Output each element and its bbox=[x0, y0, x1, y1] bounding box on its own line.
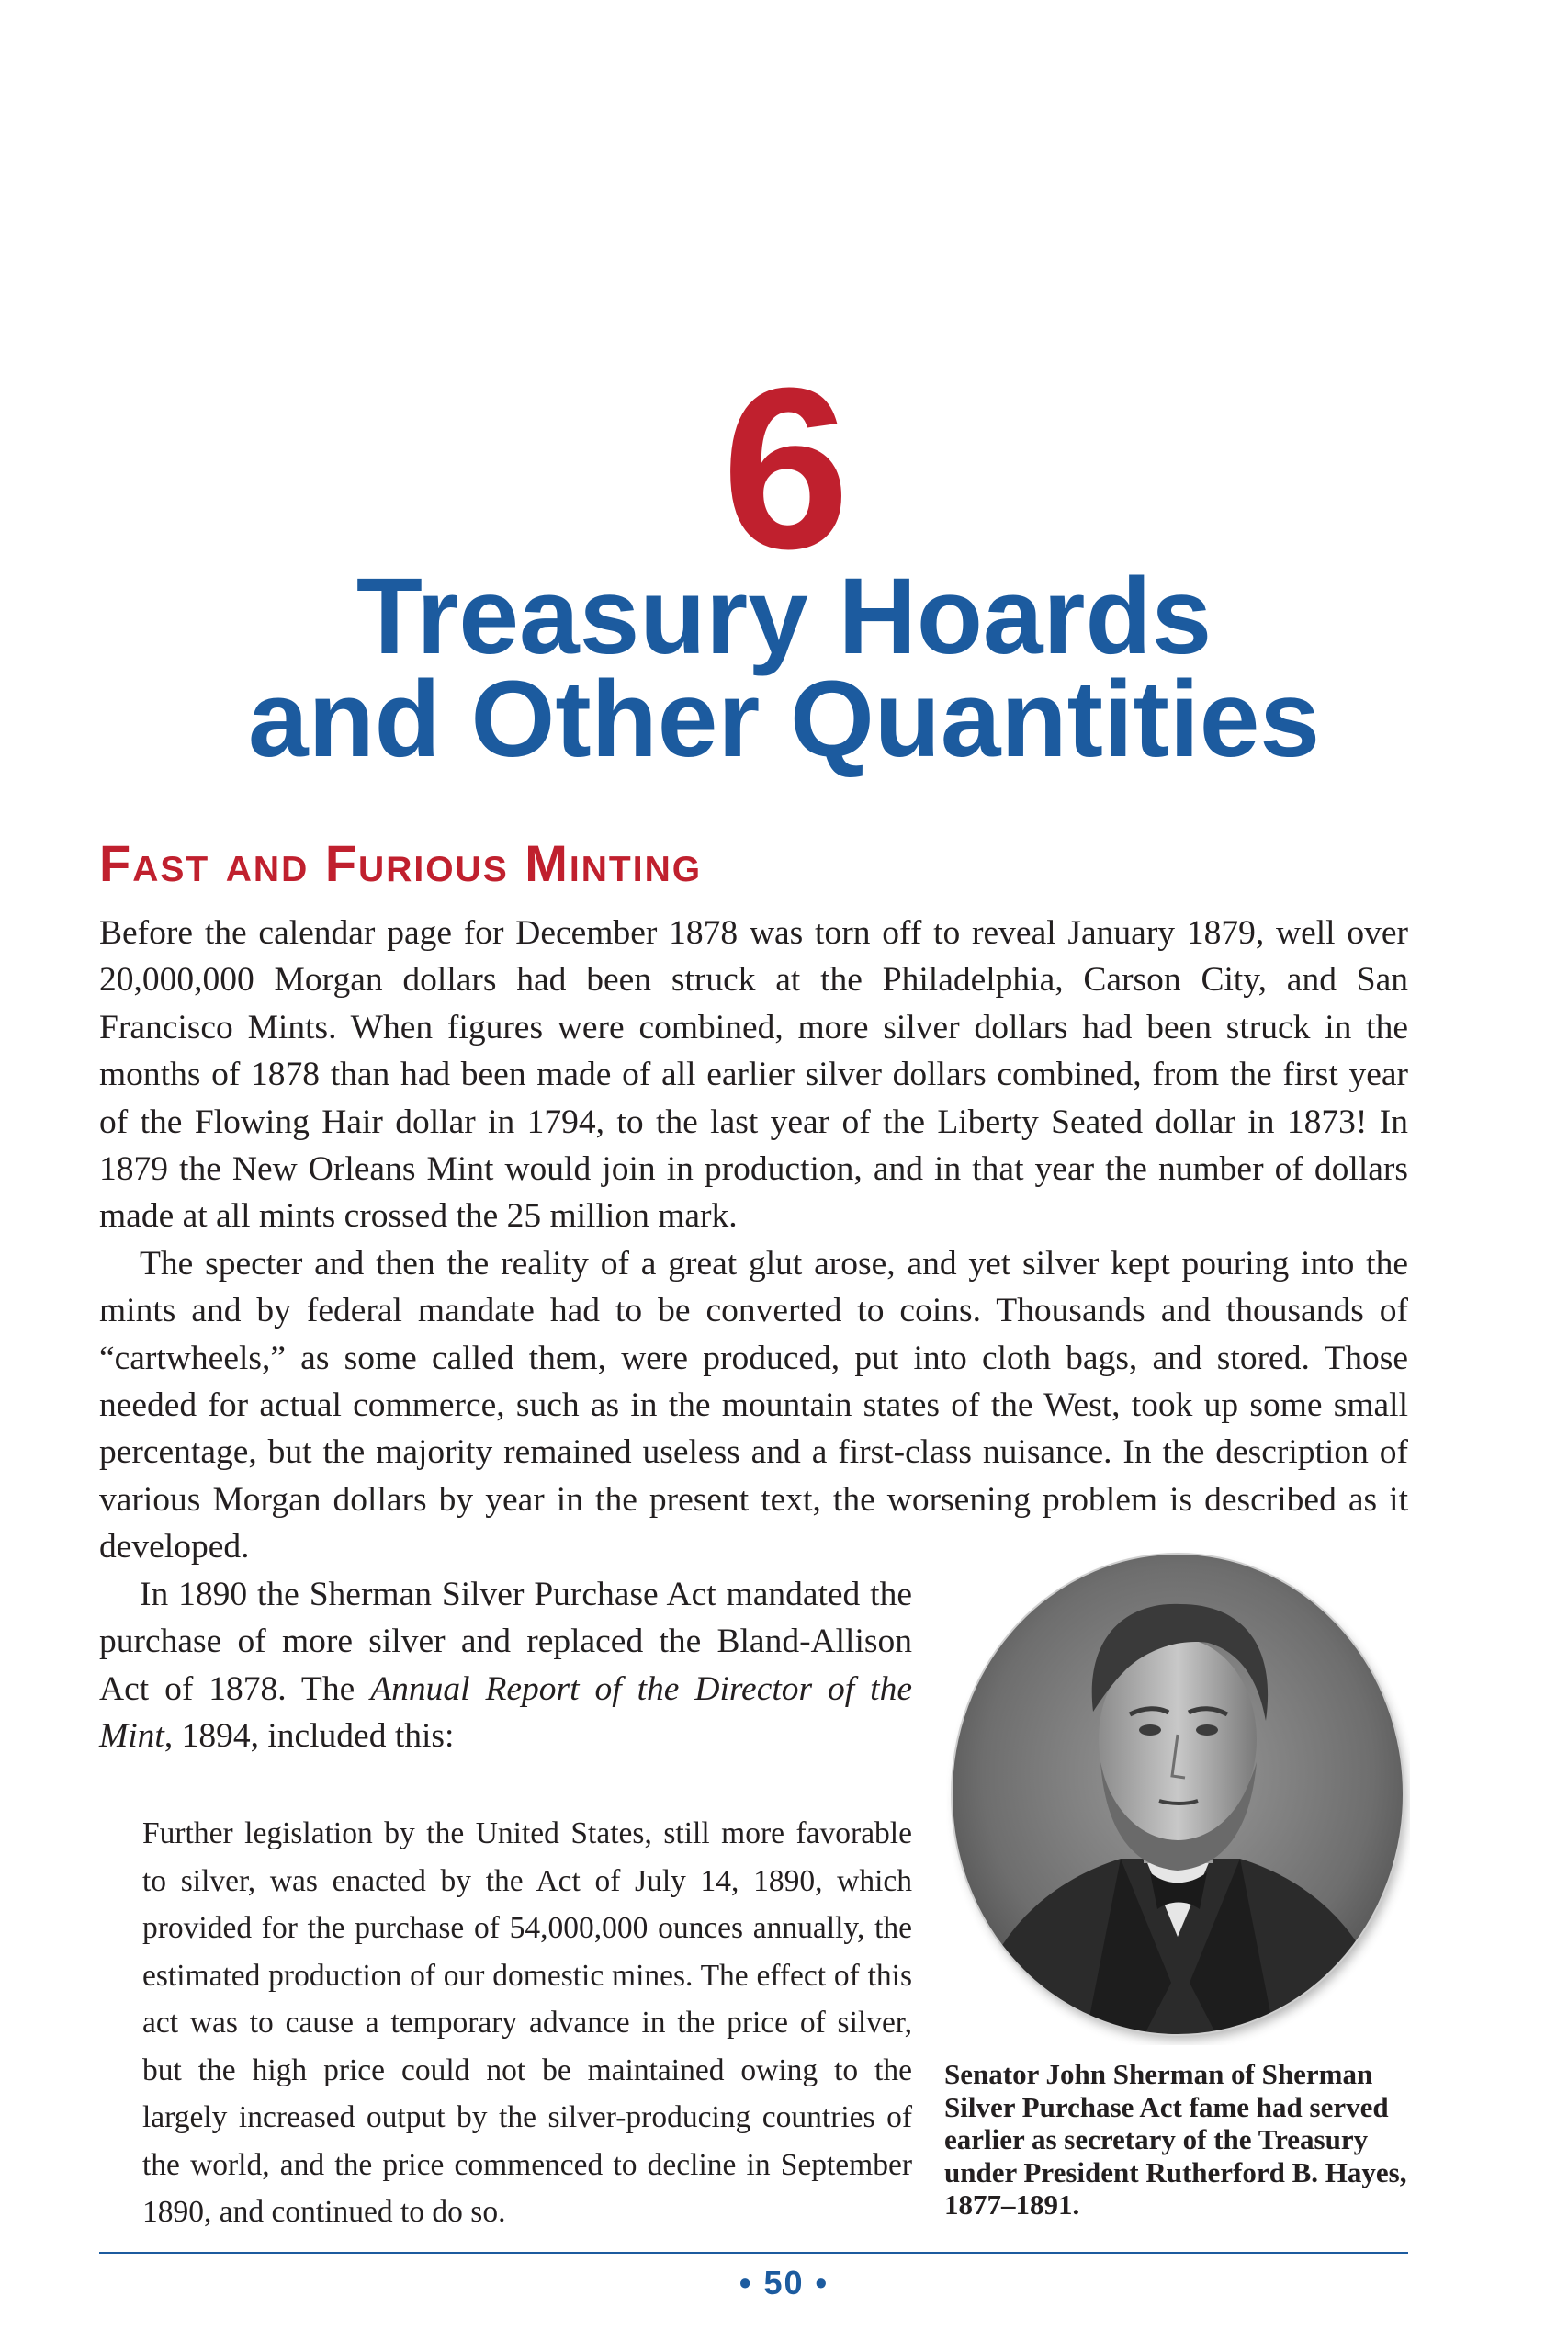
paragraph-3-text bbox=[99, 1571, 912, 1760]
footer-rule bbox=[99, 2252, 1408, 2254]
block-quote bbox=[142, 1810, 912, 2236]
paragraph-3-start: In 1890 the Sherman Silver Purchase Act mandated the purchase of more silver and replaced the Bland-Allison Act of 1878. The bbox=[99, 1576, 912, 1708]
paragraph-3 bbox=[99, 1571, 912, 1760]
chapter-number: 6 bbox=[721, 340, 847, 596]
portrait-caption: Senator John Sherman of Sherman Silver Purchase Act fame had served earlier as secretary of the Treasury under President Rutherford B. Hayes, 1877–1891. bbox=[944, 2058, 1407, 2221]
annual-report-title: Annual Report of the Director of the Mint bbox=[99, 1669, 912, 1756]
page-number: • 50 • bbox=[739, 2264, 829, 2301]
portrait-image bbox=[946, 1551, 1410, 2045]
block-quote-text: Further legislation by the United States, still more favorable to silver, was enacted by the Act of July 14, 1890, which provided for the purchase of 54,000,000 ounces annually, the estimated production of our domestic mines. The effect of this act was to cause a temporary advance in the price of silver, but the high price could not be maintained owing to the largely increased output by the silver-producing countries of the world, and the price commenced to decline in September 1890, and continued to do so. bbox=[142, 1816, 912, 2229]
paragraph-2: The specter and then the reality of a great glut arose, and yet silver kept pouring into the mints and by federal mandate had to be converted to coins. Thousands and thousands of “cartwheels,” as some called them, were produced, put into cloth bags, and stored. Those needed for actual commerce, such as in the mountain states of the West, took up some small percentage, but the majority remained useless and a first-class nuisance. In the description of various Morgan dollars by year in the present text, the worsening problem is described as it developed. bbox=[99, 1244, 1408, 1566]
portrait-svg bbox=[946, 1551, 1410, 2045]
paragraph-3-end: , 1894, included this: bbox=[164, 1717, 455, 1756]
chapter-title-line-2: and Other Quantities bbox=[247, 659, 1321, 780]
chapter-title bbox=[0, 556, 1568, 780]
section-heading: Fast and Furious Minting bbox=[99, 834, 703, 892]
body-text bbox=[99, 910, 1408, 1571]
chapter-title-line-1: Treasury Hoards bbox=[355, 556, 1213, 677]
paragraph-1: Before the calendar page for December 1878 was torn off to reveal January 1879, well over 20,000,000 Morgan dollars had been struck at the Philadelphia, Carson City, and San Francisco Mints. When figures were combined, more silver dollars had been struck in the months of 1878 than had been made of all earlier silver dollars combined, from the first year of the Flowing Hair dollar in 1794, to the last year of the Liberty Seated dollar in 1873! In 1879 the New Orleans Mint would join in production, and in that year the number of dollars made at all mints crossed the 25 million mark. bbox=[99, 914, 1408, 1236]
